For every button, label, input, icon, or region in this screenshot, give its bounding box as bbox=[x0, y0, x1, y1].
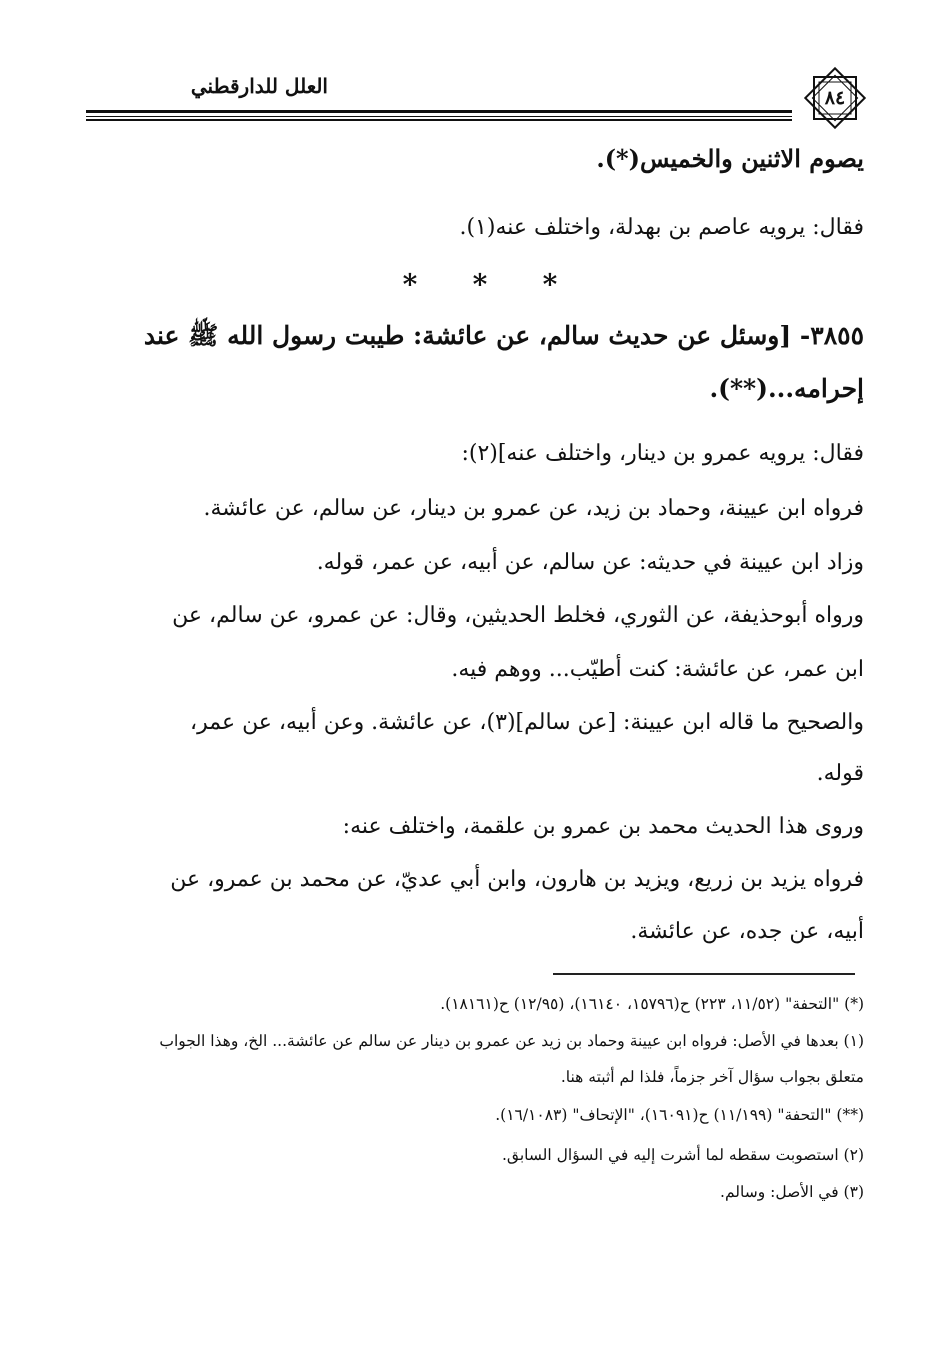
text-line: يصوم الاثنين والخميس(*). bbox=[596, 144, 864, 173]
section-separator bbox=[390, 268, 570, 301]
hadith-heading: ٣٨٥٥- [وسئل عن حديث سالم، عن عائشة: طيبت رسول الله ﷺ عند bbox=[143, 321, 864, 350]
text-line: ورواه أبوحذيفة، عن الثوري، فخلط الحديثين، وقال: عن عمرو، عن سالم، عن bbox=[172, 603, 864, 628]
header-rule bbox=[86, 110, 792, 113]
text-line: فرواه ابن عيينة، وحماد بن زيد، عن عمرو بن دينار، عن سالم، عن عائشة. bbox=[203, 496, 864, 521]
separator-star: * bbox=[402, 268, 418, 301]
page-number-badge bbox=[804, 62, 866, 134]
text-line: قوله. bbox=[816, 761, 864, 786]
footnote-separator bbox=[553, 973, 855, 975]
header-rule bbox=[86, 119, 792, 121]
header-rule bbox=[86, 116, 792, 117]
page-header bbox=[82, 62, 866, 134]
separator-star: * bbox=[542, 268, 558, 301]
text-line: أبيه، عن جده، عن عائشة. bbox=[630, 919, 864, 944]
text-line: فقال: يرويه عاصم بن بهدلة، واختلف عنه(١). bbox=[459, 215, 864, 240]
footnote: (*) "التحفة" (١١/٥٢، ٢٢٣) ح(١٥٧٩٦، ١٦١٤٠)، (١٢/٩٥) ح(١٨١٦١). bbox=[440, 995, 864, 1013]
footnote: (٢) استصوبت سقطه لما أشرت إليه في السؤال السابق. bbox=[501, 1146, 864, 1164]
text-line: فرواه يزيد بن زريع، ويزيد بن هارون، وابن أبي عديّ، عن محمد بن عمرو، عن bbox=[170, 867, 864, 892]
footnote: (٣) في الأصل: وسالم. bbox=[720, 1183, 864, 1201]
page-number: ٨٤ bbox=[824, 87, 846, 109]
text-line: وزاد ابن عيينة في حديثه: عن سالم، عن أبيه، عن عمر، قوله. bbox=[316, 550, 864, 575]
footnote: (**) "التحفة" (١١/١٩٩) ح(١٦٠٩١)، "الإتحاف" (١٦/١٠٨٣). bbox=[495, 1106, 864, 1124]
text-line: فقال: يرويه عمرو بن دينار، واختلف عنه](٢): bbox=[461, 441, 864, 466]
text-line: وروى هذا الحديث محمد بن عمرو بن علقمة، واختلف عنه: bbox=[342, 814, 864, 839]
book-title: العلل للدارقطني bbox=[190, 74, 328, 98]
hadith-heading-continuation: إحرامه...(**). bbox=[709, 374, 864, 403]
separator-star: * bbox=[472, 268, 488, 301]
footnote-continuation: متعلق بجواب سؤال آخر جزماً، فلذا لم أثبته هنا. bbox=[560, 1068, 864, 1086]
text-line: ابن عمر، عن عائشة: كنت أطيّب... ووهم فيه. bbox=[451, 657, 864, 682]
text-line: والصحيح ما قاله ابن عيينة: [عن سالم](٣)، عن عائشة. وعن أبيه، عن عمر، bbox=[189, 710, 864, 735]
footnote: (١) بعدها في الأصل: فرواه ابن عيينة وحماد بن زيد عن عمرو بن دينار عن سالم عن عائشة... الخ، وهذا الجواب bbox=[159, 1032, 864, 1050]
